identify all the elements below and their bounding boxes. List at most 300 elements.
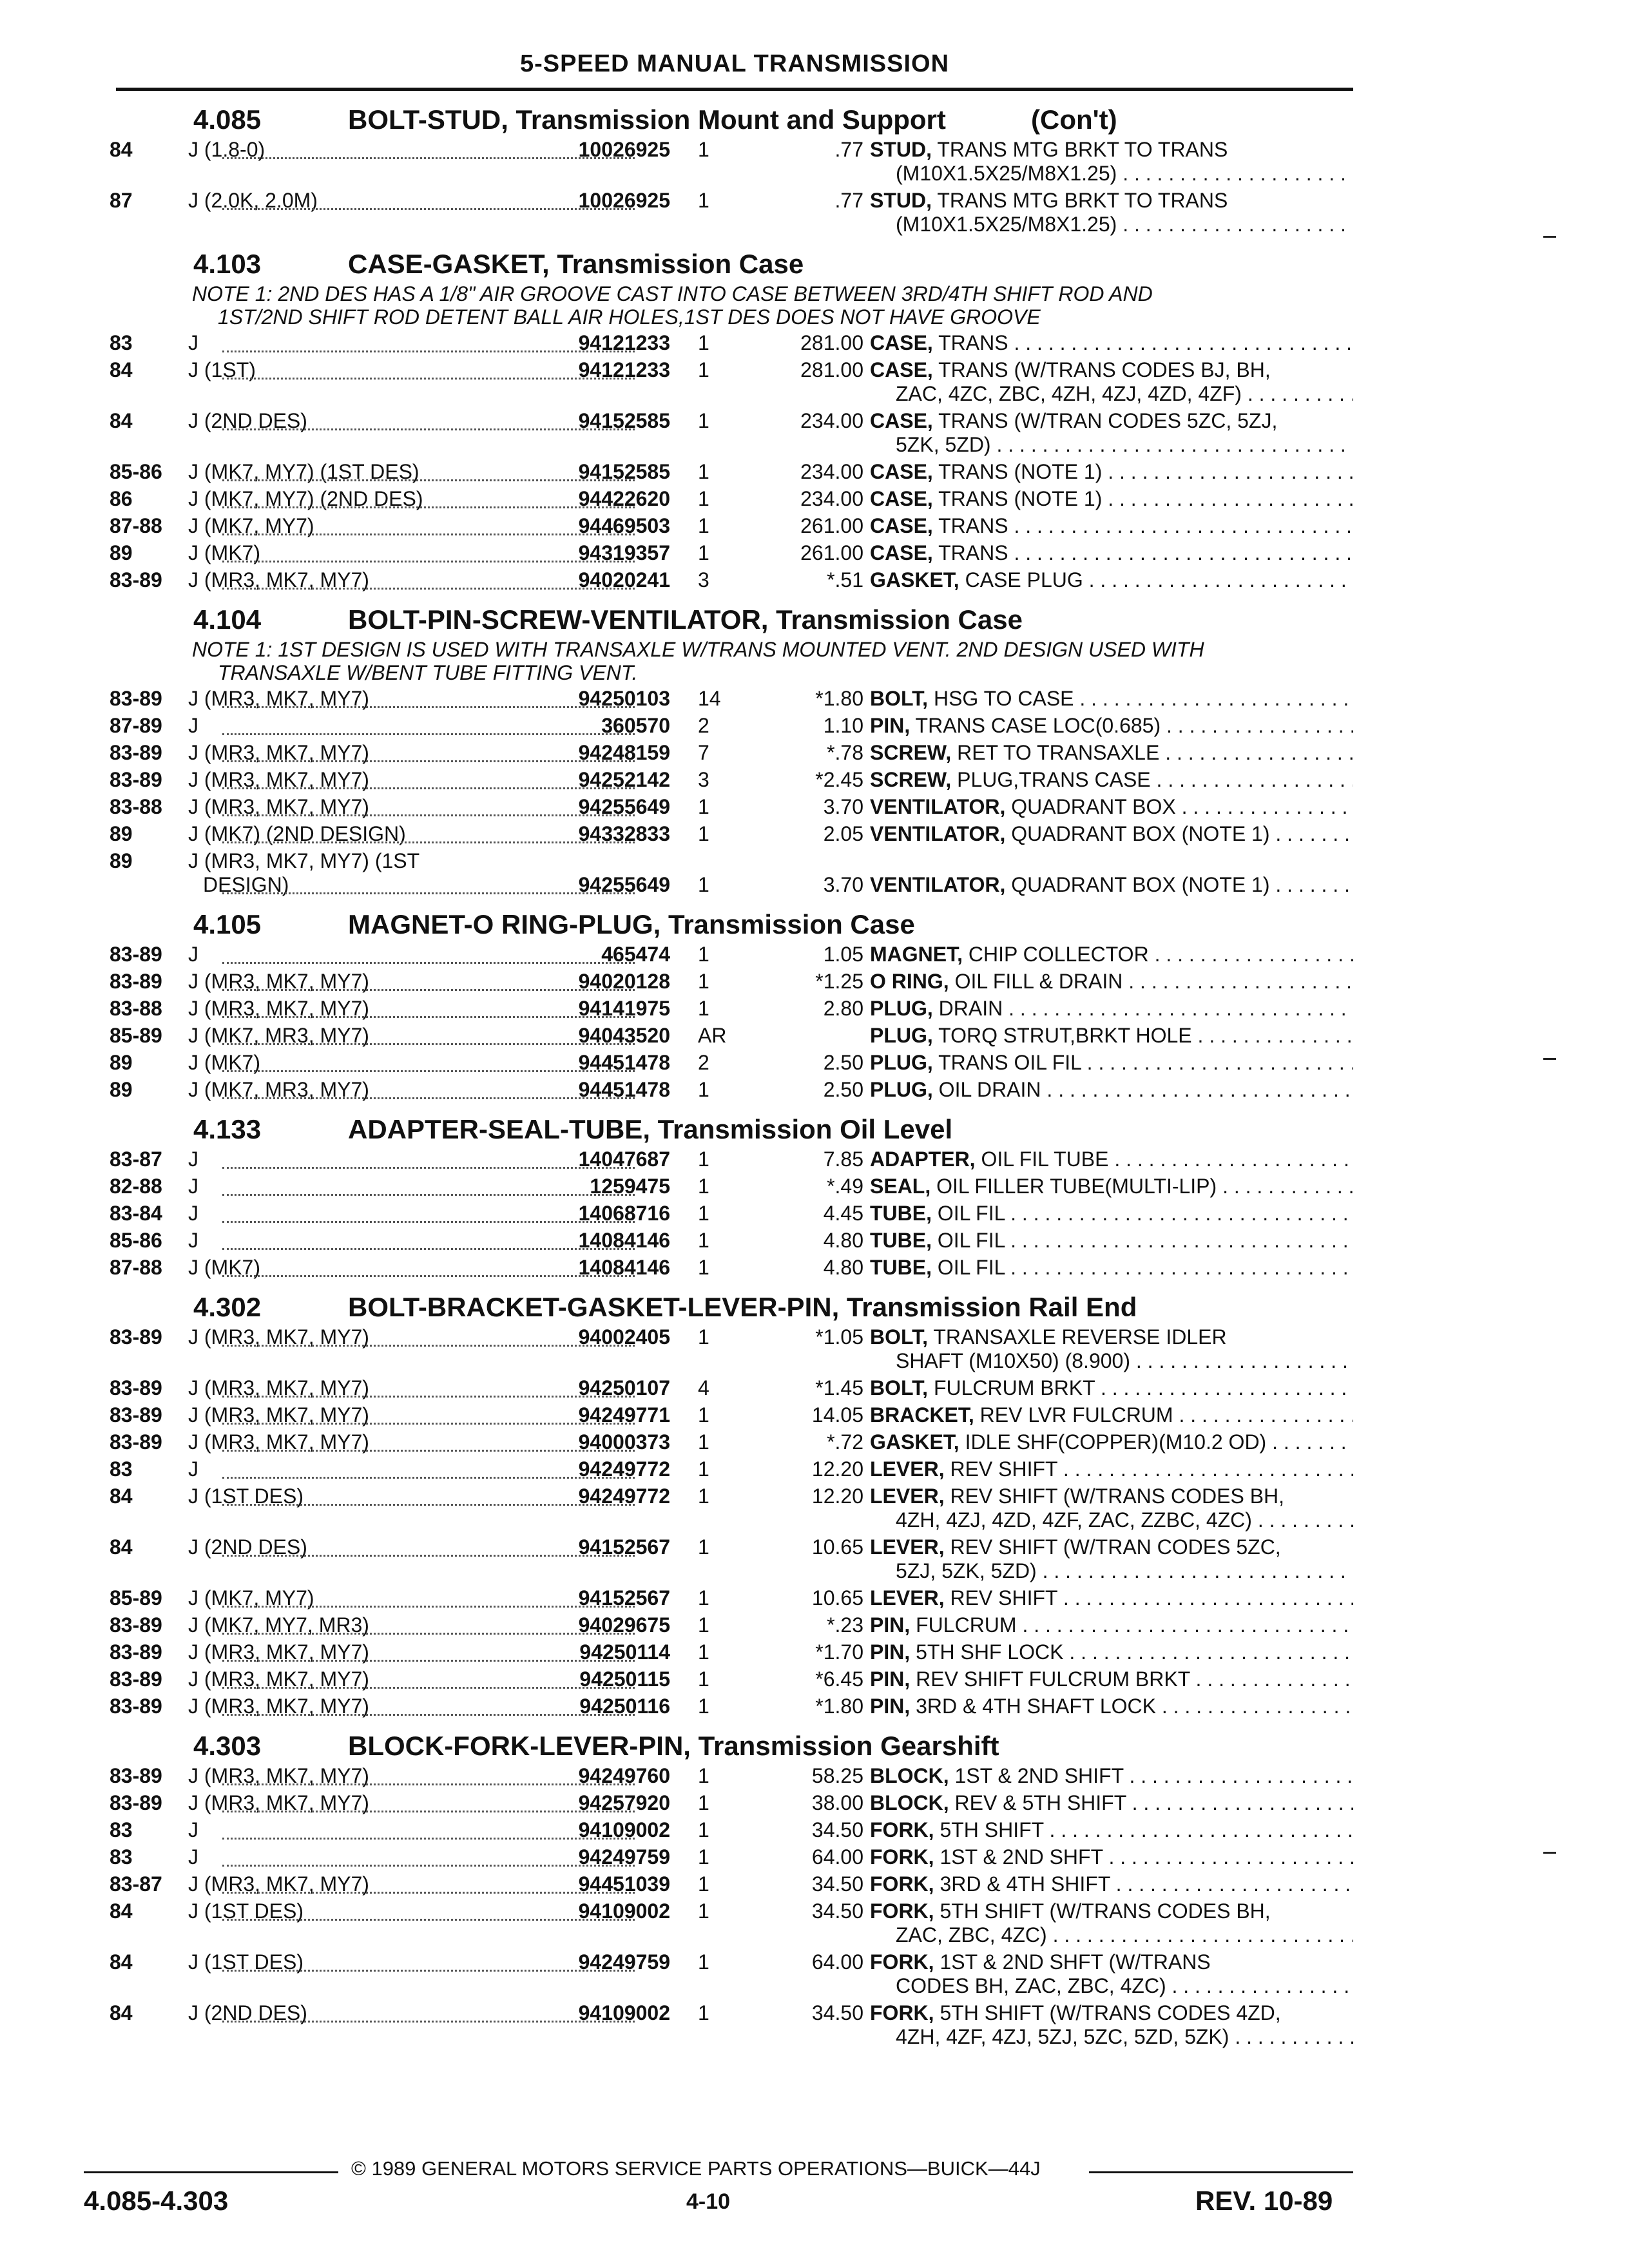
model-year: 87-88: [110, 514, 162, 537]
body-code: J (MK7, MY7): [188, 1586, 314, 1610]
part-row: [110, 1535, 1353, 1586]
part-description: [870, 1640, 1353, 1664]
footer-rule-left: [84, 2171, 338, 2173]
body-code: J (MR3, MK7, MY7): [188, 970, 369, 993]
part-row: [110, 970, 1353, 997]
part-number: 94250103: [578, 687, 670, 710]
price: 64.00: [811, 1845, 863, 1869]
quantity: 1: [698, 1695, 709, 1718]
description-text: RET TO TRANSAXLE: [951, 741, 1160, 764]
part-row: [110, 2001, 1353, 2052]
part-number: 94109002: [578, 2001, 670, 2024]
model-year: 87-89: [110, 714, 162, 737]
description-line: [870, 741, 1353, 765]
code-leader-dots: [222, 1950, 635, 1972]
model-year: 85-86: [110, 460, 162, 483]
part-number: 94451478: [578, 1051, 670, 1074]
code-leader-dots: [222, 1818, 635, 1840]
body-code: J: [188, 1845, 198, 1869]
code-leader-dots: [222, 1148, 635, 1169]
part-row: [110, 943, 1353, 970]
part-description: [870, 541, 1353, 565]
model-year: 83-89: [110, 1640, 162, 1664]
body-code: J (MK7, MR3, MY7): [188, 1024, 369, 1047]
body-code: J (1ST DES): [188, 1485, 304, 1508]
part-row: [110, 1950, 1353, 2001]
model-year: 84: [110, 1485, 133, 1508]
price: 34.50: [811, 2001, 863, 2024]
part-number: 94249771: [578, 1403, 670, 1427]
part-row: [110, 1148, 1353, 1175]
part-description: [870, 487, 1353, 511]
part-number: 94249760: [578, 1764, 670, 1787]
part-description: [870, 331, 1353, 355]
part-row: [110, 460, 1353, 487]
description-keyword: VENTILATOR,: [870, 822, 1006, 845]
description-keyword: LEVER,: [870, 1586, 945, 1610]
quantity: 1: [698, 1403, 709, 1427]
code-leader-dots: [222, 1078, 635, 1099]
description-keyword: PIN,: [870, 1667, 911, 1691]
description-text: SHAFT (M10X50) (8.900): [896, 1349, 1130, 1372]
part-description: [870, 1899, 1353, 1947]
quantity: 3: [698, 568, 709, 591]
price: *1.80: [815, 687, 863, 710]
part-description: [870, 568, 1353, 592]
part-number: 94451478: [578, 1078, 670, 1101]
description-text: OIL DRAIN: [932, 1078, 1041, 1101]
description-keyword: LEVER,: [870, 1535, 945, 1559]
body-code: J (MK7, MY7) (2ND DES): [188, 487, 423, 510]
part-description: [870, 189, 1353, 236]
code-leader-dots: [222, 1613, 635, 1635]
description-text: TRANSAXLE REVERSE IDLER: [928, 1325, 1227, 1349]
code-leader-dots: [222, 409, 635, 430]
description-keyword: FORK,: [870, 1818, 934, 1841]
model-year: 84: [110, 1899, 133, 1923]
code-leader-dots: [222, 2001, 635, 2023]
description-keyword: STUD,: [870, 138, 932, 161]
part-number: 94152585: [578, 409, 670, 432]
note-line: TRANSAXLE W/BENT TUBE FITTING VENT.: [218, 661, 638, 684]
part-description: [870, 1667, 1353, 1691]
description-keyword: BOLT,: [870, 687, 929, 710]
description-text: 4ZH, 4ZJ, 4ZD, 4ZF, ZAC, ZZBC, 4ZC): [896, 1508, 1252, 1532]
part-number: 94451039: [578, 1872, 670, 1896]
model-year: 83-89: [110, 1403, 162, 1427]
price: 3.70: [823, 873, 863, 896]
model-year: 83-87: [110, 1872, 162, 1896]
model-year: 83: [110, 331, 133, 354]
part-row: [110, 568, 1353, 595]
price: 34.50: [811, 1872, 863, 1896]
description-text: REV LVR FULCRUM: [974, 1403, 1173, 1427]
section-title: BOLT-BRACKET-GASKET-LEVER-PIN, Transmission Rail End: [348, 1292, 1137, 1322]
price: 234.00: [800, 487, 863, 510]
description-keyword: PLUG,: [870, 1024, 933, 1047]
description-line: [870, 714, 1353, 738]
body-code: J (MK7, MY7, MR3): [188, 1613, 369, 1637]
description-text: TRANS: [932, 514, 1008, 537]
quantity: 1: [698, 2001, 709, 2024]
quantity: 1: [698, 1485, 709, 1508]
description-line: [870, 1256, 1353, 1280]
code-leader-dots: [222, 943, 635, 964]
description-text: TRANS CASE LOC(0.685): [910, 714, 1161, 737]
price: *.49: [827, 1175, 863, 1198]
part-number: 1259475: [590, 1175, 670, 1198]
body-code: J (MR3, MK7, MY7): [188, 1667, 369, 1691]
price: 3.70: [823, 795, 863, 818]
quantity: 1: [698, 331, 709, 354]
description-line: [870, 1764, 1353, 1788]
part-number: 94250116: [579, 1695, 670, 1718]
part-description: [870, 1256, 1353, 1280]
body-code: J (MR3, MK7, MY7): [188, 1791, 369, 1814]
part-number: 10026925: [578, 138, 670, 161]
description-line: [870, 1485, 1353, 1508]
part-row: [110, 1256, 1353, 1283]
part-row: [110, 1376, 1353, 1403]
description-keyword: CASE,: [870, 331, 933, 354]
description-text: REV SHIFT: [944, 1586, 1058, 1610]
part-row: [110, 1695, 1353, 1722]
part-row: [110, 1430, 1353, 1457]
price: 4.80: [823, 1256, 863, 1279]
code-leader-dots: [222, 138, 635, 159]
part-number: 94109002: [578, 1818, 670, 1841]
quantity: 1: [698, 1148, 709, 1171]
body-code: J (MK7) (2ND DESIGN): [188, 822, 406, 845]
part-number: 94152567: [578, 1586, 670, 1610]
quantity: 2: [698, 714, 709, 737]
description-text: QUADRANT BOX (NOTE 1): [1005, 822, 1270, 845]
description-keyword: PIN,: [870, 1613, 911, 1637]
code-leader-dots: [222, 460, 635, 481]
quantity: 1: [698, 1175, 709, 1198]
model-year: 87: [110, 189, 133, 212]
body-code: J (MK7): [188, 1051, 260, 1074]
description-keyword: VENTILATOR,: [870, 873, 1006, 896]
body-code: J (MK7): [188, 1256, 260, 1279]
model-year: 83-89: [110, 1764, 162, 1787]
part-description: [870, 970, 1353, 994]
description-line: [870, 568, 1353, 592]
part-description: [870, 1485, 1353, 1532]
description-line: [870, 1818, 1353, 1842]
body-code: J (1ST): [188, 358, 256, 381]
part-description: [870, 768, 1353, 792]
model-year: 89: [110, 822, 133, 845]
body-code: J (MR3, MK7, MY7): [188, 1695, 369, 1718]
description-line: [870, 943, 1353, 966]
quantity: 1: [698, 1667, 709, 1691]
body-code: J: [188, 1148, 198, 1171]
description-keyword: CASE,: [870, 409, 933, 432]
quantity: 1: [698, 138, 709, 161]
description-line: [870, 1175, 1353, 1198]
model-year: 84: [110, 358, 133, 381]
part-number: 94252142: [578, 768, 670, 791]
description-keyword: LEVER,: [870, 1457, 945, 1481]
description-text: TRANS OIL FIL: [932, 1051, 1081, 1074]
quantity: 1: [698, 873, 709, 896]
part-description: [870, 795, 1353, 819]
model-year: 83-89: [110, 1667, 162, 1691]
model-year: 85-86: [110, 1229, 162, 1252]
body-code: J: [188, 714, 198, 737]
code-leader-dots: [222, 687, 635, 708]
description-text: CODES BH, ZAC, ZBC, 4ZC): [896, 1974, 1166, 1997]
description-line: [870, 1950, 1353, 1974]
part-description: [870, 1872, 1353, 1896]
model-year: 84: [110, 1950, 133, 1974]
description-text: TRANS: [932, 541, 1008, 564]
description-keyword: FORK,: [870, 1872, 934, 1896]
part-number: 94255649: [578, 795, 670, 818]
description-text: QUADRANT BOX: [1005, 795, 1176, 818]
quantity: 4: [698, 1376, 709, 1399]
part-number: 94121233: [578, 358, 670, 381]
model-year: 83-89: [110, 1695, 162, 1718]
section-note: [192, 282, 1353, 329]
model-year: 83-89: [110, 741, 162, 764]
code-leader-dots: [222, 822, 635, 843]
model-year: 89: [110, 541, 133, 564]
description-line: [870, 2025, 1353, 2049]
code-leader-dots: [222, 1535, 635, 1557]
part-number: 360570: [601, 714, 670, 737]
price: 234.00: [800, 460, 863, 483]
price: *.51: [827, 568, 863, 591]
description-line: [870, 409, 1353, 433]
edge-mark: [1543, 236, 1556, 238]
description-line: [870, 1457, 1353, 1481]
part-description: [870, 1457, 1353, 1481]
description-line: [870, 1202, 1353, 1225]
model-year: 83-89: [110, 970, 162, 993]
note-line: NOTE 1: 2ND DES HAS A 1/8" AIR GROOVE CAST INTO CASE BETWEEN 3RD/4TH SHIFT ROD AND: [192, 282, 1153, 305]
model-year: 83-89: [110, 568, 162, 591]
section-title: ADAPTER-SEAL-TUBE, Transmission Oil Level: [348, 1114, 953, 1144]
code-leader-dots: [222, 1202, 635, 1223]
price: 281.00: [800, 358, 863, 381]
part-description: [870, 1325, 1353, 1373]
part-number: 94029675: [578, 1613, 670, 1637]
part-row: [110, 768, 1353, 795]
price: 64.00: [811, 1950, 863, 1974]
description-keyword: STUD,: [870, 189, 932, 212]
description-keyword: BLOCK,: [870, 1764, 949, 1787]
description-text: ZAC, ZBC, 4ZC): [896, 1923, 1047, 1946]
model-year: 83-89: [110, 687, 162, 710]
description-text: CHIP COLLECTOR: [963, 943, 1149, 966]
price: 2.50: [823, 1051, 863, 1074]
quantity: 7: [698, 741, 709, 764]
price: 2.50: [823, 1078, 863, 1101]
price: *1.70: [815, 1640, 863, 1664]
part-row: [110, 687, 1353, 714]
description-line: [870, 1613, 1353, 1637]
code-leader-dots: [222, 358, 635, 380]
part-description: [870, 460, 1353, 484]
part-description: [870, 1229, 1353, 1253]
part-row: [110, 541, 1353, 568]
body-code: J (MR3, MK7, MY7): [188, 795, 369, 818]
description-line: [870, 358, 1353, 382]
part-number: 94020128: [578, 970, 670, 993]
part-row: [110, 138, 1353, 189]
code-leader-dots: [222, 1457, 635, 1479]
description-text: TRANS (NOTE 1): [932, 460, 1103, 483]
section-continued: (Con't): [1031, 104, 1117, 135]
description-line: [870, 1559, 1353, 1583]
price: *1.05: [815, 1325, 863, 1349]
note-line: 1ST/2ND SHIFT ROD DETENT BALL AIR HOLES,1ST DES DOES NOT HAVE GROOVE: [218, 305, 1041, 329]
part-row: [110, 741, 1353, 768]
model-year: 83-89: [110, 768, 162, 791]
body-code: J (MR3, MK7, MY7): [188, 997, 369, 1020]
description-line: [870, 1403, 1353, 1427]
description-line: [870, 1051, 1353, 1075]
price: 34.50: [811, 1818, 863, 1841]
section-title: BLOCK-FORK-LEVER-PIN, Transmission Gearshift: [348, 1731, 999, 1761]
description-line: [870, 331, 1353, 355]
model-year: 83-89: [110, 1325, 162, 1349]
part-number: 94141975: [578, 997, 670, 1020]
description-text: TRANS (W/TRAN CODES 5ZC, 5ZJ,: [932, 409, 1278, 432]
description-text: TRANS: [932, 331, 1008, 354]
part-description: [870, 1078, 1353, 1102]
description-text: 3RD & 4TH SHIFT: [934, 1872, 1110, 1896]
price: *6.45: [815, 1667, 863, 1691]
description-line: [870, 1974, 1353, 1998]
footer-copyright: © 1989 GENERAL MOTORS SERVICE PARTS OPERATIONS—BUICK—44J: [351, 2157, 1041, 2180]
model-year: 82-88: [110, 1175, 162, 1198]
part-number: 94332833: [578, 822, 670, 845]
description-line: [870, 189, 1353, 213]
part-row: [110, 487, 1353, 514]
model-year: 85-89: [110, 1024, 162, 1047]
quantity: 1: [698, 1899, 709, 1923]
section-heading: [110, 1283, 1353, 1325]
description-line: [870, 873, 1353, 897]
model-year: 85-89: [110, 1586, 162, 1610]
description-text: DRAIN: [932, 997, 1003, 1020]
description-line: [870, 1229, 1353, 1253]
edge-mark: [1543, 1852, 1556, 1854]
body-code: J (MR3, MK7, MY7): [188, 1430, 369, 1454]
body-code: J: [188, 1202, 198, 1225]
part-row: [110, 714, 1353, 741]
quantity: 1: [698, 1256, 709, 1279]
code-leader-dots: [222, 487, 635, 508]
part-number: 94248159: [578, 741, 670, 764]
section-number: 4.133: [193, 1114, 262, 1144]
price: 1.10: [823, 714, 863, 737]
code-leader-dots: [222, 189, 635, 210]
description-text: HSG TO CASE: [928, 687, 1074, 710]
part-row: [110, 1764, 1353, 1791]
edge-mark: [1543, 1058, 1556, 1060]
page-title: 5-SPEED MANUAL TRANSMISSION: [519, 50, 950, 77]
description-line: [870, 795, 1353, 819]
price: *.23: [827, 1613, 863, 1637]
model-year: 87-88: [110, 1256, 162, 1279]
body-code: J (MR3, MK7, MY7): [188, 1325, 369, 1349]
part-number: 94249772: [578, 1485, 670, 1508]
description-keyword: FORK,: [870, 2001, 934, 2024]
part-number: 94319357: [578, 541, 670, 564]
part-description: [870, 1403, 1353, 1427]
description-keyword: GASKET,: [870, 1430, 959, 1454]
description-line: [870, 514, 1353, 538]
price: 58.25: [811, 1764, 863, 1787]
section-note: [192, 638, 1353, 684]
section-heading: [110, 595, 1353, 638]
price: 12.20: [811, 1457, 863, 1481]
code-leader-dots: [222, 568, 635, 590]
description-text: REV & 5TH SHIFT: [949, 1791, 1126, 1814]
description-text: 5TH SHIFT (W/TRANS CODES 4ZD,: [934, 2001, 1281, 2024]
body-code: J (MK7): [188, 541, 260, 564]
model-year: 83: [110, 1818, 133, 1841]
code-leader-dots: [222, 970, 635, 991]
quantity: AR: [698, 1024, 727, 1047]
description-text: OIL FIL TUBE: [975, 1148, 1109, 1171]
section-number: 4.104: [193, 604, 262, 635]
part-row: [110, 331, 1353, 358]
model-year: 84: [110, 138, 133, 161]
description-line: [870, 1845, 1353, 1869]
body-code: J (MR3, MK7, MY7) (1ST: [188, 849, 420, 872]
description-line: [870, 1078, 1353, 1102]
part-row: [110, 1078, 1353, 1105]
model-year: 84: [110, 1535, 133, 1559]
code-leader-dots: [222, 1024, 635, 1045]
price: 10.65: [811, 1586, 863, 1610]
body-code: J (MR3, MK7, MY7): [188, 768, 369, 791]
body-code: J (MR3, MK7, MY7): [188, 1640, 369, 1664]
model-year: 89: [110, 1078, 133, 1101]
part-row: [110, 1667, 1353, 1695]
part-description: [870, 1818, 1353, 1842]
model-year: 89: [110, 1051, 133, 1074]
code-leader-dots: [222, 795, 635, 816]
section-heading: [110, 240, 1353, 282]
price: *1.80: [815, 1695, 863, 1718]
part-row: [110, 822, 1353, 849]
part-number: 94249759: [578, 1950, 670, 1974]
description-keyword: PIN,: [870, 714, 911, 737]
price: *.72: [827, 1430, 863, 1454]
part-number: 94250114: [579, 1640, 670, 1664]
model-year: 83-89: [110, 1376, 162, 1399]
part-row: [110, 1024, 1353, 1051]
footer-rule-right: [1089, 2171, 1353, 2173]
part-description: [870, 2001, 1353, 2049]
code-leader-dots: [222, 1051, 635, 1072]
quantity: 1: [698, 1613, 709, 1637]
price: 38.00: [811, 1791, 863, 1814]
quantity: 1: [698, 1202, 709, 1225]
part-row: [110, 514, 1353, 541]
description-text: TORQ STRUT,BRKT HOLE: [932, 1024, 1192, 1047]
description-text: REV SHIFT (W/TRANS CODES BH,: [944, 1485, 1285, 1508]
price: .77: [834, 138, 863, 161]
body-code: J: [188, 1229, 198, 1252]
part-number: 94152567: [578, 1535, 670, 1559]
